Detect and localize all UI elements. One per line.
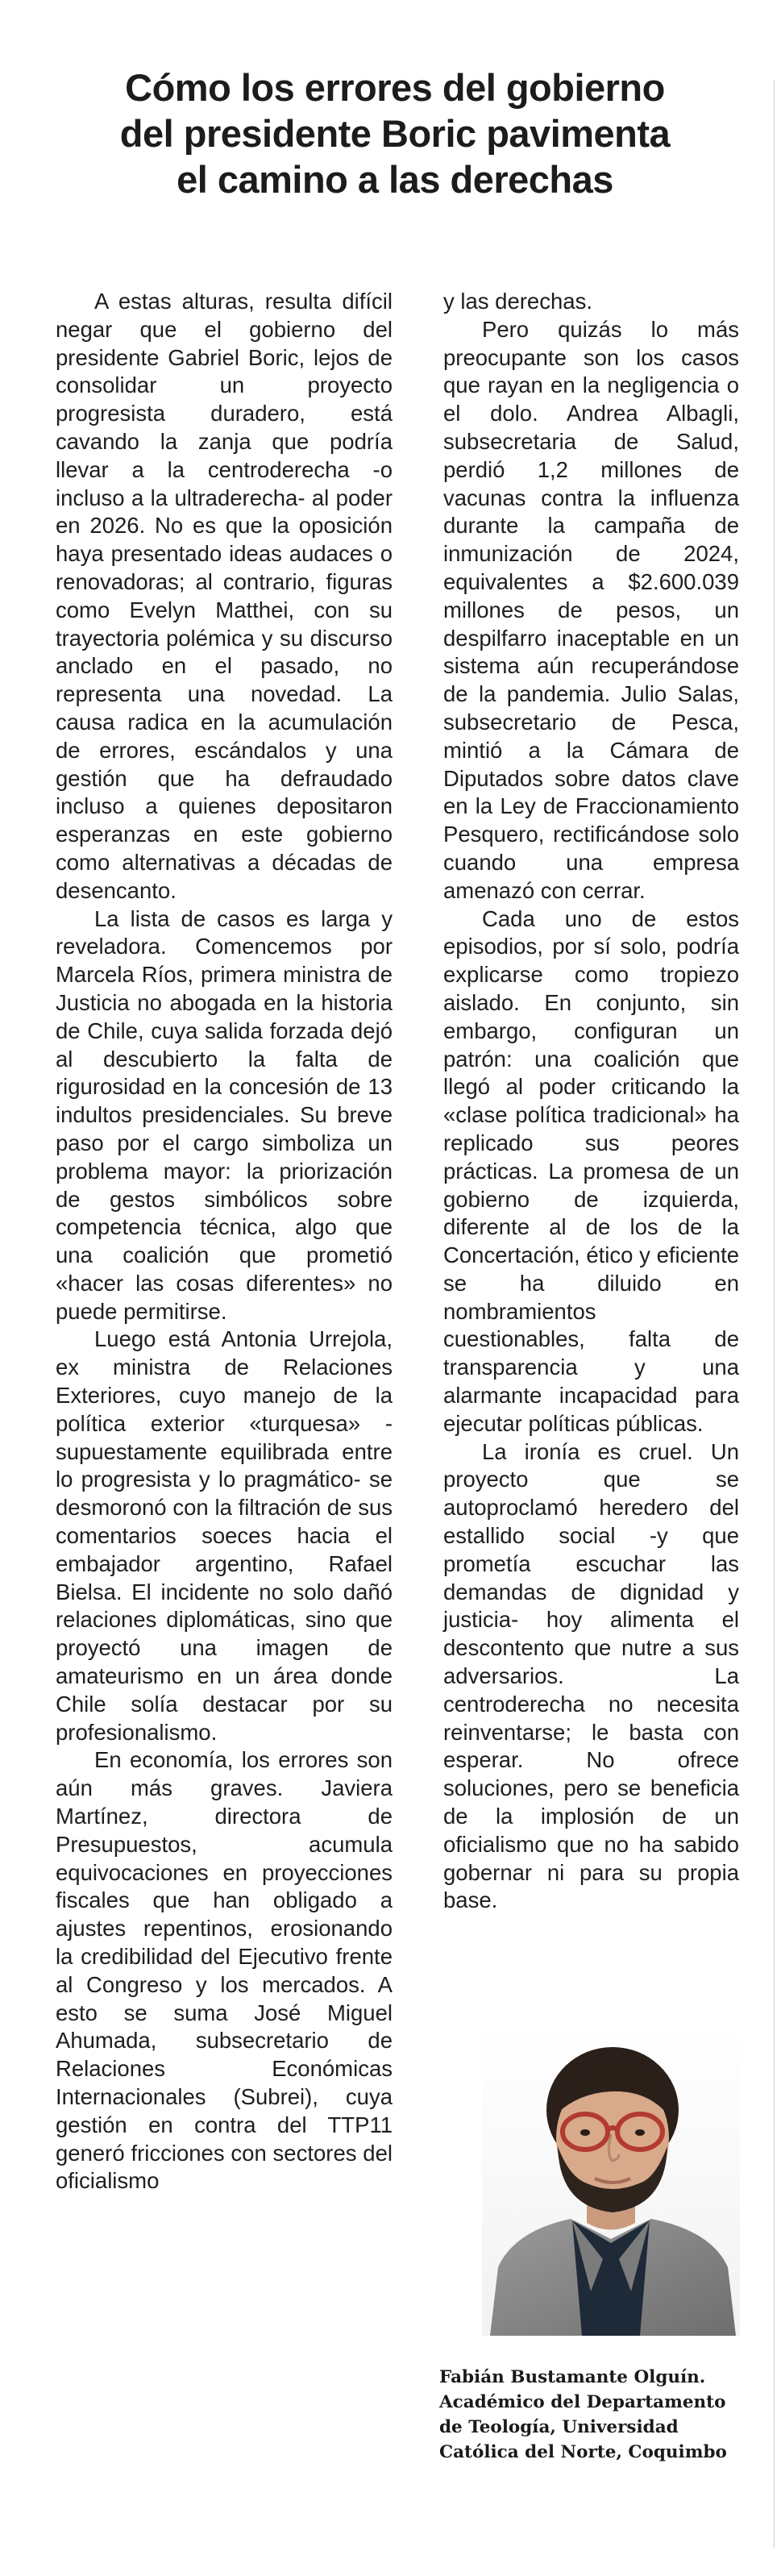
paragraph-casos: La lista de casos es larga y reveladora. Comencemos por Marcela Ríos, primera ministra de Justicia no abogada en la historia de Chile, cuya salida forzada dejó al descubierto la falta de rigurosidad en la concesión de 13 indultos presidenciales. Su breve paso por el cargo simboliza un problema mayor: la priorización de gestos simbólicos sobre competencia técnica, algo que una coalición que prometió «hacer las cosas diferentes» no puede permitirse. xyxy=(56,905,393,1324)
paragraph-intro: A estas alturas, resulta difícil negar que el gobierno del presidente Gabriel Boric, lejos de consolidar un proyecto progresista duradero, está cavando la zanja que podría llevar a la centroderecha -o incluso a la ultraderecha- al poder en 2026. No es que la oposición haya presentado ideas audaces o renovadoras; al contrario, figuras como Evelyn Matthei, con su trayectoria polémica y su discurso anclado en el pasado, no representa una novedad. La causa radica en la acumulación de errores, escándalos y una gestión que ha defraudado incluso a quienes depositaron esperanzas en este gobierno como alternativas a décadas de desencanto. xyxy=(56,289,393,903)
paragraph-economia: En economía, los errores son aún más graves. Javiera Martínez, directora de Presupuestos, acumula equivocaciones en proyecciones fiscales que han obligado a ajustes repentinos, erosionando la credibilidad del Ejecutivo frente al Congreso y los mercados. A esto se suma José Miguel Ahumada, subsecretario de Relaciones Económicas Internacionales (Subrei), cuya gestión en contra del TTP11 generó fricciones con sectores del oficialismo xyxy=(56,1747,393,2194)
author-affiliation-3: Católica del Norte, Coquimbo xyxy=(439,2442,727,2462)
author-affiliation-1: Académico del Departamento xyxy=(439,2392,726,2412)
headline-line-3: el camino a las derechas xyxy=(177,158,613,201)
paragraph-ironia: La ironía es cruel. Un proyecto que se autoproclamó heredero del estallido social -y que prometía escuchar las demandas de dignidad y justicia- hoy alimenta el descontento que nutre a sus adversarios. La centroderecha no necesita reinventarse; le basta con esperar. No ofrece soluciones, pero se beneficia de la implosión de un oficialismo que no ha sabido gobernar ni para su propia base. xyxy=(443,1438,739,1913)
paragraph-patron: Cada uno de estos episodios, por sí solo, podría explicarse como tropiezo aislado. En conjunto, sin embargo, configuran un patrón: una coalición que llegó al poder criticando la «clase política tradicional» ha replicado sus peores prácticas. La promesa de un gobierno de izquierda, diferente al de los de la Concertación, ético y eficiente se ha diluido en nombramientos cuestionables, falta de transparencia y una alarmante incapacidad para ejecutar políticas públicas. xyxy=(443,905,739,1436)
paragraph-urrejola: Luego está Antonia Urrejola, ex ministra de Relaciones Exteriores, cuyo manejo de la política exterior «turquesa» -supuestamente equilibrada entre lo progresista y lo pragmático- se desmoronó con la filtración de sus comentarios soeces hacia el embajador argentino, Rafael Bielsa. El incidente no solo dañó relaciones diplomáticas, sino que proyectó una imagen de amateurismo en un área donde Chile solía destacar por su profesionalismo. xyxy=(56,1326,393,1745)
paragraph-negligencia: Pero quizás lo más preocupante son los casos que rayan en la negligencia o el dolo. Andrea Albagli, subsecretaria de Salud, perdió 1,2 millones de vacunas contra la influenza durante la campaña de inmunización de 2024, equivalentes a $2.600.039 millones de pesos, un despilfarro inaceptable en un sistema aún recuperándose de la pandemia. Julio Salas, subsecretario de Pesca, mintió a la Cámara de Diputados sobre datos clave en la Ley de Fraccionamiento Pesquero, rectificándose solo cuando una empresa amenazó con cerrar. xyxy=(443,316,739,903)
headline-line-2: del presidente Boric pavimenta xyxy=(119,112,671,155)
article-column-left xyxy=(56,288,393,2195)
author-affiliation-2: de Teología, Universidad xyxy=(439,2417,679,2437)
headline-line-1: Cómo los errores del gobierno xyxy=(125,66,665,109)
article-headline xyxy=(48,65,742,202)
author-photo xyxy=(482,2025,740,2336)
page-edge-rule xyxy=(774,81,775,2548)
article-column-right xyxy=(443,288,739,1915)
author-name: Fabián Bustamante Olguín. xyxy=(439,2367,706,2387)
paragraph-continuation: y las derechas. xyxy=(443,289,592,314)
author-portrait xyxy=(482,2025,740,2336)
author-byline xyxy=(439,2365,746,2465)
